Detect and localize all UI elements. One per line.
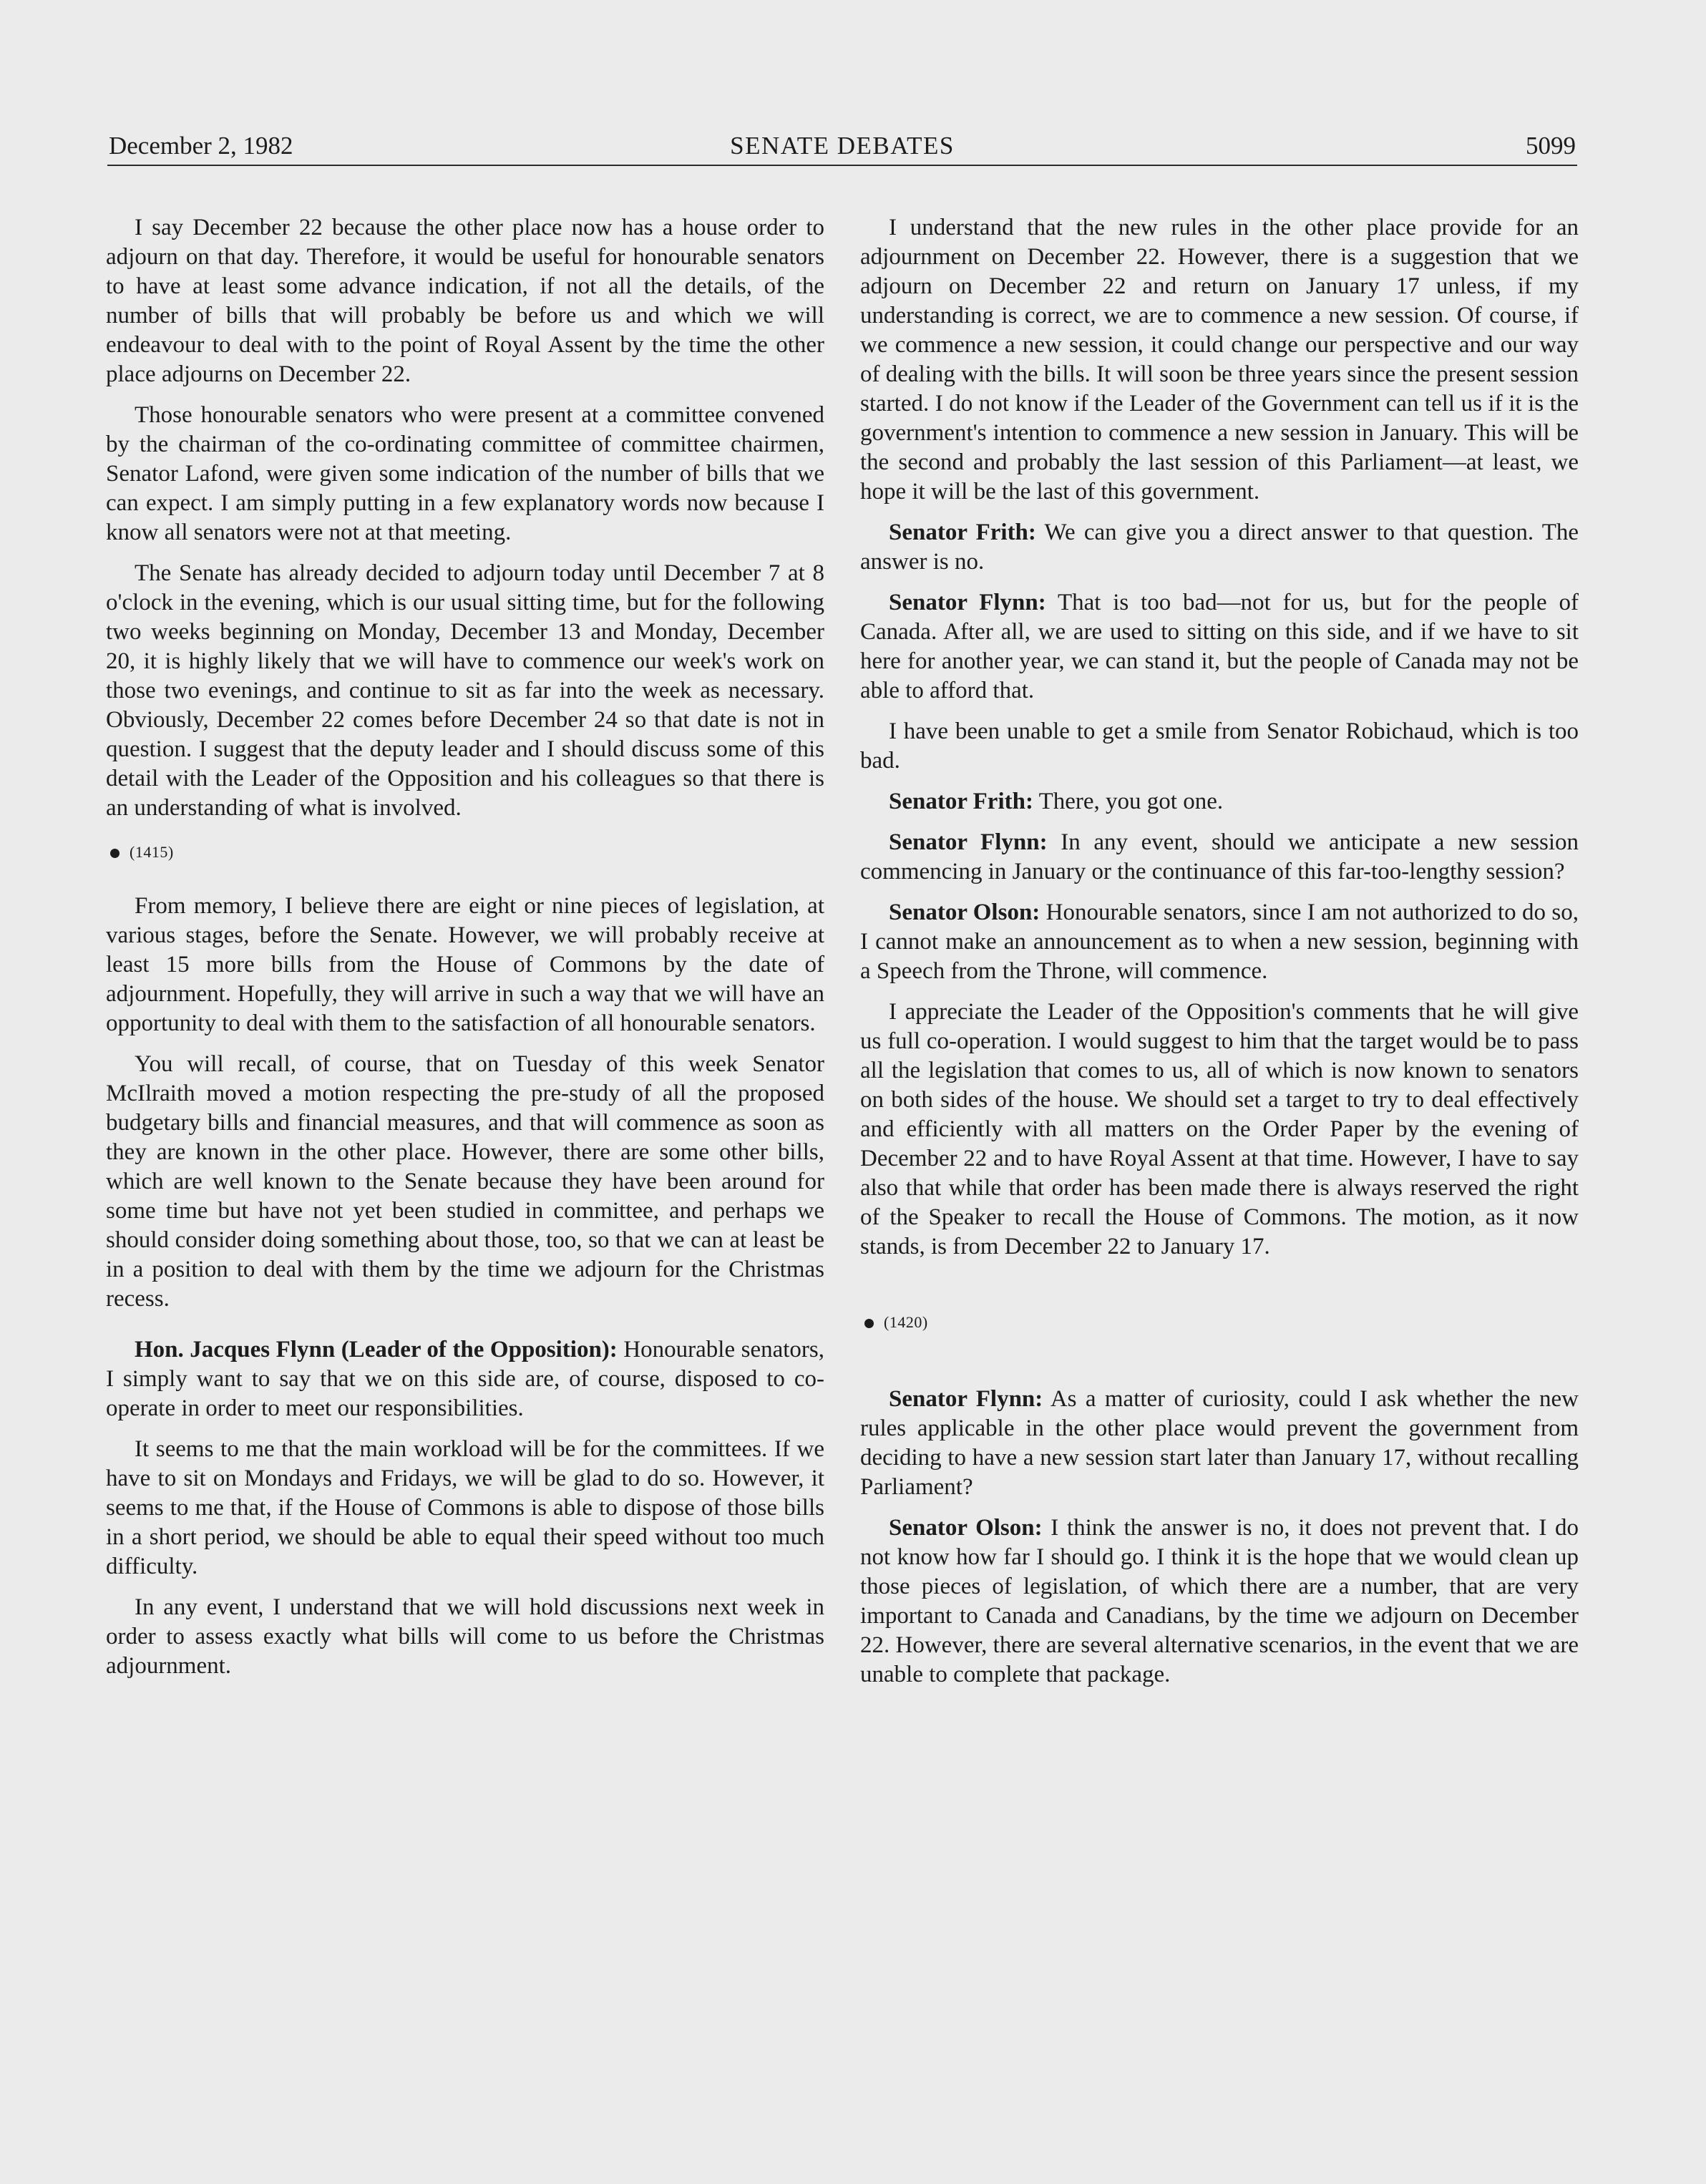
paragraph: I say December 22 because the other place now has a house order to adjourn on that day. Therefore, it would be useful for honourable senators to have at least some advance indication, if not all the details, of the number of bills that will probably be before us and which we will endeavour to deal with to the point of Royal Assent by the time the other place adjourns on December 22.	[106, 215, 824, 387]
speech-text: I think the answer is no, it does not prevent that. I do not know how far I should go. I think it is the hope that we would clean up those pieces of legislation, of which there are a number, that are very important to Canada and Canadians, by the time we adjourn on December 22. However, there are several alternative scenarios, in the event that we are unable to complete that package.	[860, 1515, 1579, 1687]
speaker-name: Senator Flynn:	[889, 1386, 1043, 1412]
speech-paragraph	[860, 828, 1579, 887]
paragraph: I understand that the new rules in the other place provide for an adjournment on December 22. However, there is a suggestion that we adjourn on December 22 and return on January 17 unless, if my understanding is correct, we are to commence a new session. Of course, if we commence a new session, it could change our perspective and our way of dealing with the bills. It will soon be three years since the present session started. I do not know if the Leader of the Government can tell us if it is the government's intention to commence a new session in January. This will be the second and probably the last session of this Parliament—at least, we hope it will be the last of this government.	[860, 215, 1579, 504]
right-column	[860, 213, 1579, 1701]
speech-paragraph	[860, 588, 1579, 706]
speaker-name: Hon. Jacques Flynn (Leader of the Opposition):	[135, 1337, 618, 1362]
speaker-name: Senator Flynn:	[889, 829, 1048, 855]
time-marker-label: (1415)	[130, 843, 174, 861]
paragraph: You will recall, of course, that on Tuesday of this week Senator McIlraith moved a motion respecting the pre-study of all the proposed budgetary bills and financial measures, and that will commence as soon as they are known in the other place. However, there are some other bills, which are well known to the Senate because they have been around for some time but have not yet been studied in committee, and perhaps we should consider doing something about those, too, so that we can at least be in a position to deal with them by the time we adjourn for the Christmas recess.	[106, 1051, 824, 1312]
speech-paragraph	[860, 898, 1579, 986]
paragraph: From memory, I believe there are eight or nine pieces of legislation, at various stages, before the Senate. However, we will probably receive at least 15 more bills from the House of Commons by the date of adjournment. Hopefully, they will arrive in such a way that we will have an opportunity to deal with them to the satisfaction of all honourable senators.	[106, 893, 824, 1036]
speech-text: We can give you a direct answer to that question. The answer is no.	[860, 520, 1579, 575]
bullet-icon	[110, 849, 120, 858]
speaker-name: Senator Olson:	[889, 900, 1040, 925]
speaker-name: Senator Frith:	[889, 789, 1033, 814]
speaker-name: Senator Frith:	[889, 520, 1036, 545]
speech-text: As a matter of curiosity, could I ask whether the new rules applicable in the other place would prevent the government from deciding to have a new session start later than January 17, without recalling Parliament?	[860, 1386, 1579, 1500]
speech-text: That is too bad—not for us, but for the people of Canada. After all, we are used to sitting on this side, and if we have to sit here for another year, we can stand it, but the people of Canada may not be able to afford that.	[860, 590, 1579, 703]
speech-paragraph	[106, 1335, 824, 1423]
paragraph: The Senate has already decided to adjourn today until December 7 at 8 o'clock in the evening, which is our usual sitting time, but for the following two weeks beginning on Monday, December 13 and Monday, December 20, it is highly likely that we will have to commence our week's work on those two evenings, and continue to sit as far into the week as necessary. Obviously, December 22 comes before December 24 so that date is not in question. I suggest that the deputy leader and I should discuss some of this detail with the Leader of the Opposition and his colleagues so that there is an understanding of what is involved.	[106, 560, 824, 821]
time-marker-label: (1420)	[884, 1313, 928, 1331]
speech-paragraph	[860, 1385, 1579, 1502]
speech-text: In any event, should we anticipate a new session commencing in January or the continuance of this far-too-lengthy session?	[860, 829, 1579, 884]
speech-paragraph	[860, 787, 1579, 816]
page-header	[107, 127, 1577, 166]
speech-paragraph	[860, 1513, 1579, 1690]
speech-text: Honourable senators, since I am not authorized to do so, I cannot make an announcement as to when a new session, beginning with a Speech from the Throne, will commence.	[860, 900, 1579, 984]
time-marker	[110, 842, 824, 863]
bullet-icon	[864, 1319, 874, 1328]
paragraph: In any event, I understand that we will hold discussions next week in order to assess exactly what bills will come to us before the Christmas adjournment.	[106, 1594, 824, 1679]
paragraph: I appreciate the Leader of the Opposition's comments that he will give us full co-operation. I would suggest to him that the target would be to pass all the legislation that comes to us, all of which is now known to senators on both sides of the house. We should set a target to try to deal effectively and efficiently with all matters on the Order Paper by the evening of December 22 and to have Royal Assent at that time. However, I have to say also that while that order has been made there is always reserved the right of the Speaker to recall the House of Commons. The motion, as it now stands, is from December 22 to January 17.	[860, 999, 1579, 1259]
paragraph: It seems to me that the main workload will be for the committees. If we have to sit on Mondays and Fridays, we will be glad to do so. However, it seems to me that, if the House of Commons is able to dispose of those bills in a short period, we should be able to equal their speed without too much difficulty.	[106, 1436, 824, 1579]
left-column	[106, 213, 824, 1692]
speech-text: Honourable senators, I simply want to say that we on this side are, of course, disposed to co-operate in order to meet our responsibilities.	[106, 1337, 824, 1421]
speaker-name: Senator Olson:	[889, 1515, 1043, 1541]
paragraph: Those honourable senators who were present at a committee convened by the chairman of the co-ordinating committee of committee chairmen, Senator Lafond, were given some indication of the number of bills that we can expect. I am simply putting in a few explanatory words now because I know all senators were not at that meeting.	[106, 402, 824, 545]
header-title: SENATE DEBATES	[730, 132, 955, 160]
speech-paragraph	[860, 518, 1579, 577]
speech-text: There, you got one.	[1033, 789, 1224, 814]
header-date: December 2, 1982	[109, 132, 293, 160]
paragraph: I have been unable to get a smile from Senator Robichaud, which is too bad.	[860, 718, 1579, 774]
speaker-name: Senator Flynn:	[889, 590, 1046, 615]
page-number: 5099	[1526, 132, 1576, 160]
time-marker	[864, 1312, 1579, 1333]
